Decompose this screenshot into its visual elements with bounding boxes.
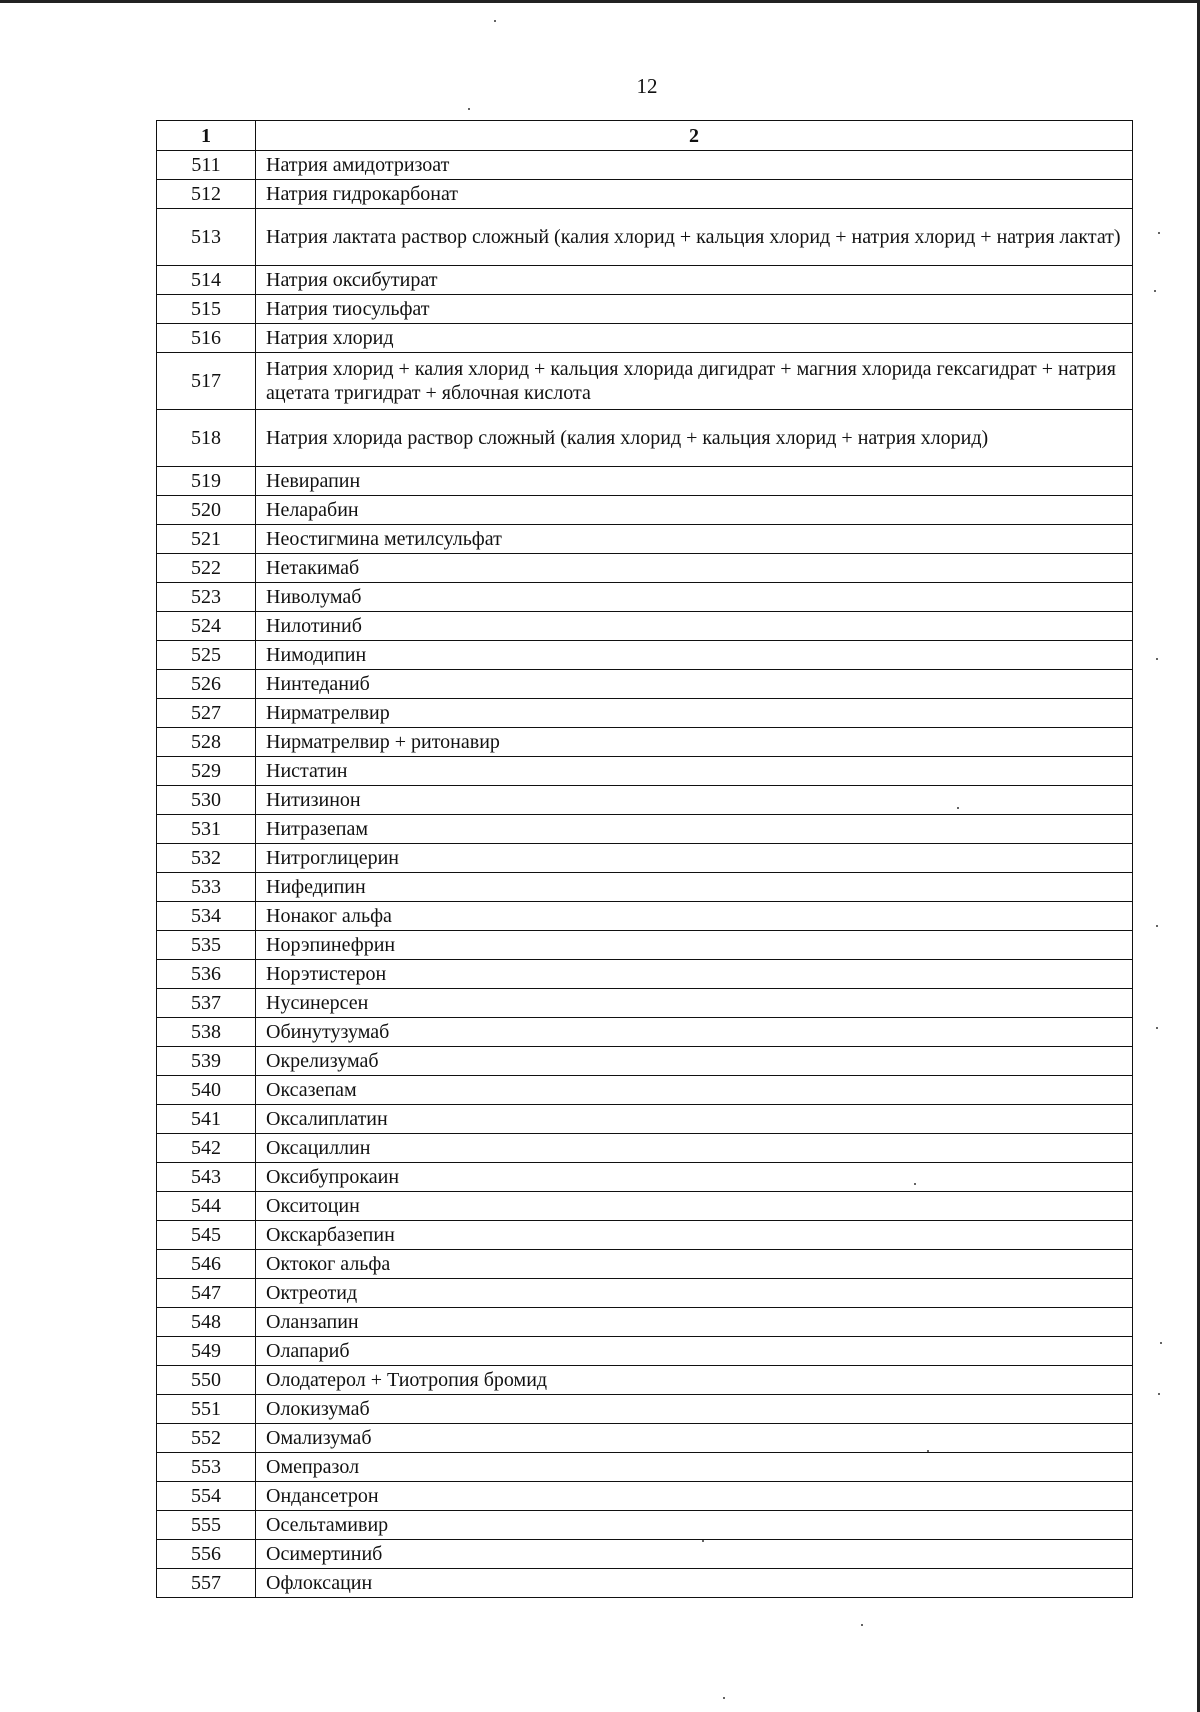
row-number-cell: 545: [157, 1221, 256, 1250]
medicine-name-cell: Норэпинефрин: [256, 931, 1133, 960]
table-row: [157, 1047, 1133, 1076]
row-number-cell: 517: [157, 353, 256, 410]
row-number-cell: 519: [157, 467, 256, 496]
medicine-name-cell: Нилотиниб: [256, 612, 1133, 641]
medicine-name-cell: Олодатерол + Тиотропия бромид: [256, 1366, 1133, 1395]
table-row: [157, 467, 1133, 496]
medicine-name-cell: Окскарбазепин: [256, 1221, 1133, 1250]
medicine-name-cell: Октоког альфа: [256, 1250, 1133, 1279]
medicine-name-cell: Неларабин: [256, 496, 1133, 525]
row-number-cell: 553: [157, 1453, 256, 1482]
medicine-name-cell: Нирматрелвир + ритонавир: [256, 728, 1133, 757]
table-header-row: [157, 121, 1133, 151]
table-row: [157, 1511, 1133, 1540]
row-number-cell: 526: [157, 670, 256, 699]
table-row: [157, 1366, 1133, 1395]
table-row: [157, 844, 1133, 873]
row-number-cell: 533: [157, 873, 256, 902]
table-row: [157, 554, 1133, 583]
table-row: [157, 1395, 1133, 1424]
table-row: [157, 1192, 1133, 1221]
table-row: [157, 1250, 1133, 1279]
medicine-name-cell: Обинутузумаб: [256, 1018, 1133, 1047]
medicine-name-cell: Омализумаб: [256, 1424, 1133, 1453]
table-row: [157, 324, 1133, 353]
table-row: [157, 496, 1133, 525]
row-number-cell: 544: [157, 1192, 256, 1221]
row-number-cell: 554: [157, 1482, 256, 1511]
medicine-name-cell: Окрелизумаб: [256, 1047, 1133, 1076]
table-row: [157, 1569, 1133, 1598]
row-number-cell: 530: [157, 786, 256, 815]
row-number-cell: 514: [157, 266, 256, 295]
row-number-cell: 534: [157, 902, 256, 931]
row-number-cell: 515: [157, 295, 256, 324]
table-row: [157, 583, 1133, 612]
row-number-cell: 536: [157, 960, 256, 989]
row-number-cell: 551: [157, 1395, 256, 1424]
row-number-cell: 531: [157, 815, 256, 844]
medicine-name-cell: Натрия хлорид: [256, 324, 1133, 353]
table-row: [157, 931, 1133, 960]
row-number-cell: 512: [157, 180, 256, 209]
medicine-name-cell: Осельтамивир: [256, 1511, 1133, 1540]
row-number-cell: 520: [157, 496, 256, 525]
table-row: [157, 1018, 1133, 1047]
table-row: [157, 1424, 1133, 1453]
row-number-cell: 556: [157, 1540, 256, 1569]
table-row: [157, 1279, 1133, 1308]
row-number-cell: 522: [157, 554, 256, 583]
medicine-name-cell: Нусинерсен: [256, 989, 1133, 1018]
row-number-cell: 538: [157, 1018, 256, 1047]
medicine-name-cell: Натрия оксибутират: [256, 266, 1133, 295]
row-number-cell: 549: [157, 1337, 256, 1366]
row-number-cell: 513: [157, 209, 256, 266]
page-number: 12: [636, 74, 658, 98]
table-row: [157, 815, 1133, 844]
medicines-table: [156, 120, 1133, 1598]
medicine-name-cell: Нистатин: [256, 757, 1133, 786]
medicine-name-cell: Оксациллин: [256, 1134, 1133, 1163]
row-number-cell: 543: [157, 1163, 256, 1192]
medicine-name-cell: Неостигмина метилсульфат: [256, 525, 1133, 554]
table-row: [157, 641, 1133, 670]
medicine-name-cell: Натрия хлорид + калия хлорид + кальция хлорида дигидрат + магния хлорида гексагидрат + натрия ацетата тригидрат + яблочная кислота: [256, 353, 1133, 410]
medicine-name-cell: Оксибупрокаин: [256, 1163, 1133, 1192]
medicine-name-cell: Олапариб: [256, 1337, 1133, 1366]
medicine-name-cell: Офлоксацин: [256, 1569, 1133, 1598]
row-number-cell: 541: [157, 1105, 256, 1134]
table-row: [157, 1308, 1133, 1337]
column-header-name: 2: [256, 121, 1133, 151]
medicine-name-cell: Нирматрелвир: [256, 699, 1133, 728]
column-header-number: 1: [157, 121, 256, 151]
table-row: [157, 612, 1133, 641]
table-row: [157, 902, 1133, 931]
table-row: [157, 209, 1133, 266]
row-number-cell: 552: [157, 1424, 256, 1453]
row-number-cell: 523: [157, 583, 256, 612]
table-row: [157, 1105, 1133, 1134]
medicine-name-cell: Натрия хлорида раствор сложный (калия хлорид + кальция хлорид + натрия хлорид): [256, 410, 1133, 467]
medicine-name-cell: Нитроглицерин: [256, 844, 1133, 873]
row-number-cell: 537: [157, 989, 256, 1018]
row-number-cell: 518: [157, 410, 256, 467]
table-row: [157, 699, 1133, 728]
row-number-cell: 542: [157, 1134, 256, 1163]
table-row: [157, 989, 1133, 1018]
row-number-cell: 540: [157, 1076, 256, 1105]
table-row: [157, 1540, 1133, 1569]
row-number-cell: 548: [157, 1308, 256, 1337]
row-number-cell: 557: [157, 1569, 256, 1598]
table-row: [157, 1134, 1133, 1163]
table-row: [157, 525, 1133, 554]
medicine-name-cell: Нитизинон: [256, 786, 1133, 815]
row-number-cell: 527: [157, 699, 256, 728]
medicine-name-cell: Ондансетрон: [256, 1482, 1133, 1511]
row-number-cell: 550: [157, 1366, 256, 1395]
medicine-name-cell: Нифедипин: [256, 873, 1133, 902]
table-row: [157, 1221, 1133, 1250]
row-number-cell: 529: [157, 757, 256, 786]
table-row: [157, 295, 1133, 324]
table-row: [157, 1482, 1133, 1511]
row-number-cell: 539: [157, 1047, 256, 1076]
table-row: [157, 1076, 1133, 1105]
medicine-name-cell: Олокизумаб: [256, 1395, 1133, 1424]
table-row: [157, 1163, 1133, 1192]
medicine-name-cell: Осимертиниб: [256, 1540, 1133, 1569]
row-number-cell: 532: [157, 844, 256, 873]
row-number-cell: 546: [157, 1250, 256, 1279]
medicine-name-cell: Окситоцин: [256, 1192, 1133, 1221]
medicine-name-cell: Нитразепам: [256, 815, 1133, 844]
medicine-name-cell: Оксалиплатин: [256, 1105, 1133, 1134]
table-body: [157, 151, 1133, 1598]
table-row: [157, 151, 1133, 180]
medicine-name-cell: Невирапин: [256, 467, 1133, 496]
medicine-name-cell: Натрия гидрокарбонат: [256, 180, 1133, 209]
row-number-cell: 547: [157, 1279, 256, 1308]
table-row: [157, 728, 1133, 757]
medicine-name-cell: Нинтеданиб: [256, 670, 1133, 699]
row-number-cell: 525: [157, 641, 256, 670]
row-number-cell: 521: [157, 525, 256, 554]
medicine-name-cell: Натрия тиосульфат: [256, 295, 1133, 324]
table-row: [157, 757, 1133, 786]
medicine-name-cell: Омепразол: [256, 1453, 1133, 1482]
table-row: [157, 873, 1133, 902]
row-number-cell: 528: [157, 728, 256, 757]
table-row: [157, 1337, 1133, 1366]
medicine-name-cell: Натрия лактата раствор сложный (калия хлорид + кальция хлорид + натрия хлорид + натрия лактат): [256, 209, 1133, 266]
medicine-name-cell: Норэтистерон: [256, 960, 1133, 989]
table-row: [157, 1453, 1133, 1482]
table-row: [157, 670, 1133, 699]
medicine-name-cell: Оланзапин: [256, 1308, 1133, 1337]
medicine-name-cell: Оксазепам: [256, 1076, 1133, 1105]
row-number-cell: 511: [157, 151, 256, 180]
medicine-name-cell: Нетакимаб: [256, 554, 1133, 583]
medicine-name-cell: Ниволумаб: [256, 583, 1133, 612]
row-number-cell: 535: [157, 931, 256, 960]
medicine-name-cell: Октреотид: [256, 1279, 1133, 1308]
table-row: [157, 960, 1133, 989]
medicine-name-cell: Нимодипин: [256, 641, 1133, 670]
medicine-name-cell: Натрия амидотризоат: [256, 151, 1133, 180]
medicine-name-cell: Нонаког альфа: [256, 902, 1133, 931]
table-row: [157, 180, 1133, 209]
table-row: [157, 410, 1133, 467]
table-row: [157, 353, 1133, 410]
table-row: [157, 786, 1133, 815]
row-number-cell: 516: [157, 324, 256, 353]
row-number-cell: 555: [157, 1511, 256, 1540]
table-row: [157, 266, 1133, 295]
row-number-cell: 524: [157, 612, 256, 641]
